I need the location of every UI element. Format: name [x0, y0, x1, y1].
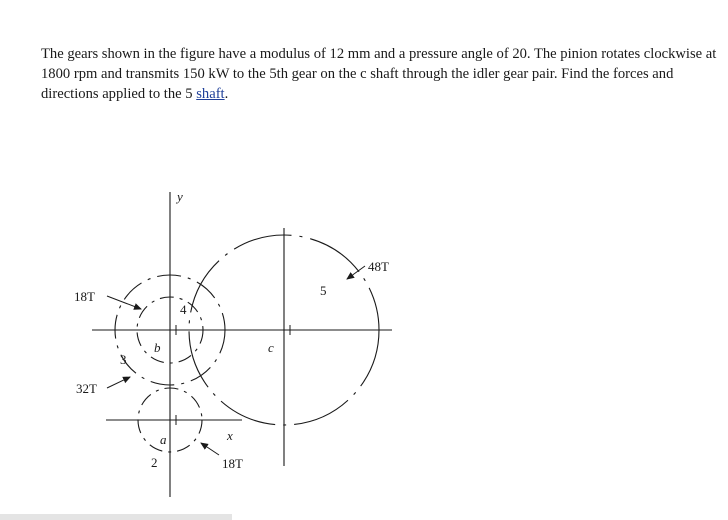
problem-text: The gears shown in the figure have a modulus of 12 mm and a pressure angle of 20. The pinion rotates clockwise at 1800 rpm and transmits 150 kW to the 5th gear on the c shaft through the idler gear pair. Find the forces and directions applied to the 5 [41, 46, 717, 102]
bottom-scroll-bar [0, 514, 232, 520]
arrow-18t-bottom [201, 443, 219, 455]
gear-4-number: 4 [180, 302, 187, 317]
arrow-18t-top [107, 296, 141, 309]
shaft-a-label: a [160, 432, 167, 447]
gear-32t-label: 32T [76, 381, 97, 396]
arrow-32t [107, 377, 130, 388]
gear-18t-top-label: 18T [74, 289, 95, 304]
y-axis-label: y [177, 189, 183, 204]
gear-5-number: 5 [320, 283, 327, 298]
shaft-b-label: b [154, 340, 161, 355]
x-axis-label: x [227, 428, 233, 443]
problem-end: . [224, 86, 229, 102]
gear-18t-bottom-label: 18T [222, 456, 243, 471]
gear-3-number: 3 [120, 352, 127, 367]
gear-48t-label: 48T [368, 259, 389, 274]
gear-2-number: 2 [151, 455, 158, 470]
shaft-c-label: c [268, 340, 274, 355]
shaft-link[interactable]: shaft [196, 86, 225, 102]
